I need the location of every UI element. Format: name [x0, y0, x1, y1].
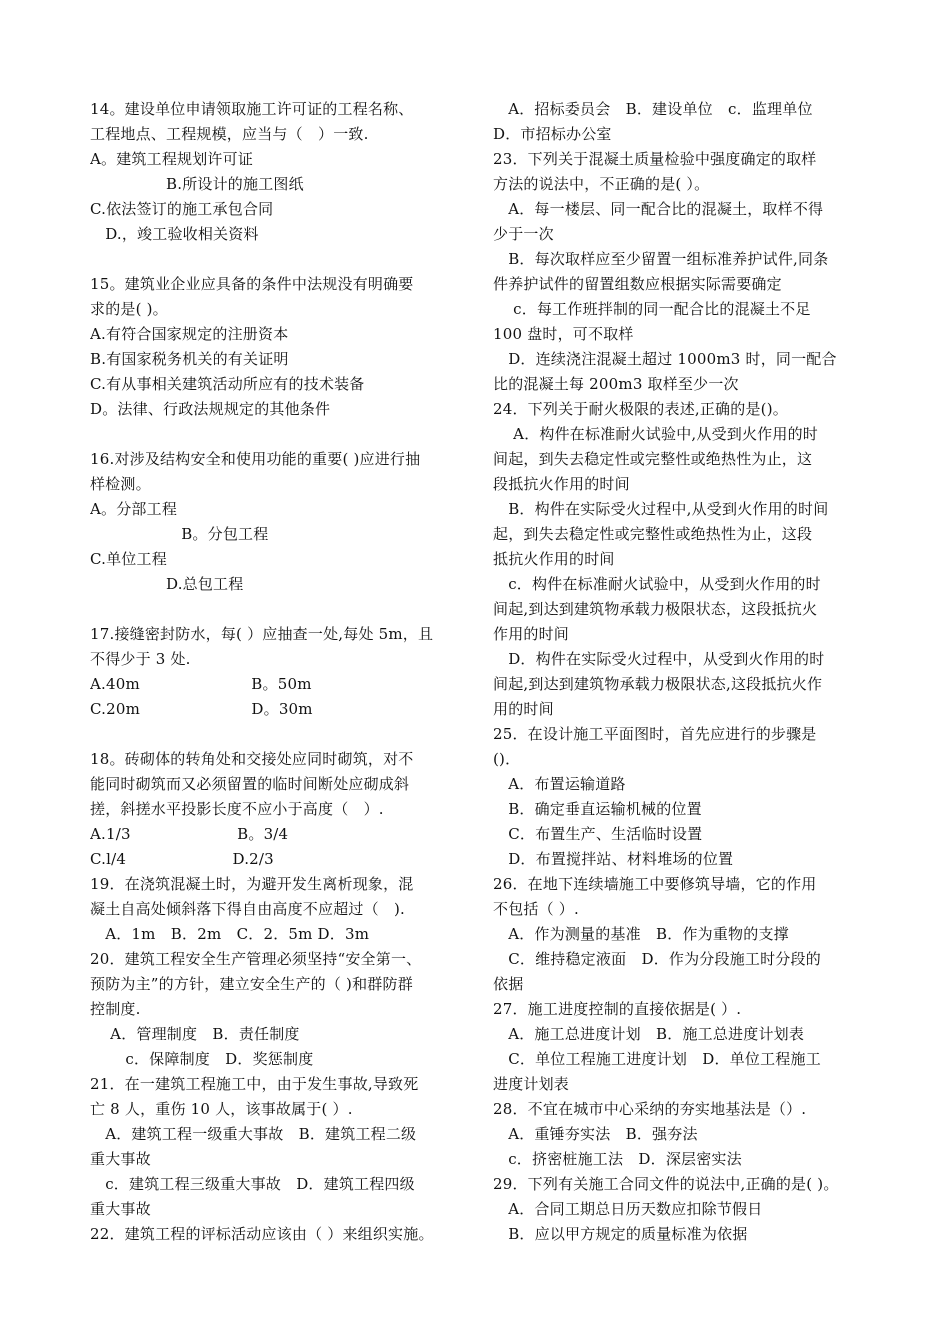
text-line: 26．在地下连续墙施工中要修筑导墙，它的作用: [493, 875, 817, 893]
text-line: 工程地点、工程规模，应当与（ ）一致.: [90, 125, 369, 143]
text-line: A．作为测量的基准 B．作为重物的支撑: [493, 925, 789, 943]
text-line: C.有从事相关建筑活动所应有的技术装备: [90, 375, 365, 393]
text-line: D．布置搅拌站、材料堆场的位置: [493, 850, 734, 868]
right-column: [493, 97, 865, 1247]
text-line: 用的时间: [493, 700, 554, 718]
text-line: 20．建筑工程安全生产管理必须坚持“安全第一、: [90, 950, 422, 968]
text-line: 不得少于 3 处.: [90, 650, 191, 668]
text-line: 14。建设单位申请领取施工许可证的工程名称、: [90, 100, 414, 118]
text-line: C．布置生产、生活临时设置: [493, 825, 703, 843]
text-line: 样检测。: [90, 475, 151, 493]
text-line: C．维持稳定液面 D．作为分段施工时分段的: [493, 950, 821, 968]
text-line: 方法的说法中，不正确的是( ）。: [493, 175, 710, 193]
text-line: 段抵抗火作用的时间: [493, 475, 630, 493]
blank-line: [90, 247, 468, 272]
text-line: 亡 8 人，重伤 10 人，该事故属于( ）.: [90, 1100, 353, 1118]
text-line: B．确定垂直运输机械的位置: [493, 800, 702, 818]
text-line: 17.接缝密封防水，每( ）应抽查一处,每处 5m，且: [90, 625, 434, 643]
text-line: 重大事故: [90, 1200, 151, 1218]
text-line: A．施工总进度计划 B．施工总进度计划表: [493, 1025, 805, 1043]
text-line: 18。砖砌体的转角处和交接处应同时砌筑，对不: [90, 750, 414, 768]
text-line: B．每次取样应至少留置一组标准养护试件,同条: [493, 250, 829, 268]
text-line: 不包括（ ）.: [493, 900, 579, 918]
text-line: D．连续浇注混凝土超过 1000m3 时，同一配合: [493, 350, 837, 368]
text-line: D．市招标办公室: [493, 125, 612, 143]
text-line: 100 盘时，可不取样: [493, 325, 634, 343]
text-line: D.，竣工验收相关资料: [90, 225, 259, 243]
text-line: c．保障制度 D．奖惩制度: [90, 1050, 314, 1068]
text-line: 少于一次: [493, 225, 554, 243]
text-line: 间起,到达到建筑物承载力极限状态，这段抵抗火: [493, 600, 818, 618]
text-line: A.40m B。50m: [90, 675, 312, 693]
text-line: 28．不宜在城市中心采纳的夯实地基法是（）.: [493, 1100, 807, 1118]
text-line: c．挤密桩施工法 D．深层密实法: [493, 1150, 742, 1168]
text-line: 间起，到失去稳定性或完整性或绝热性为止，这: [493, 450, 813, 468]
text-line: A。建筑工程规划许可证: [90, 150, 254, 168]
text-line: 27．施工进度控制的直接依据是( ）.: [493, 1000, 742, 1018]
text-line: 29．下列有关施工合同文件的说法中,正确的是( )。: [493, 1175, 839, 1193]
text-line: B.有国家税务机关的有关证明: [90, 350, 289, 368]
text-line: 控制度.: [90, 1000, 141, 1018]
text-line: 抵抗火作用的时间: [493, 550, 615, 568]
blank-line: [90, 722, 468, 747]
text-line: 16.对涉及结构安全和使用功能的重要( )应进行抽: [90, 450, 421, 468]
text-line: A．建筑工程一级重大事故 B．建筑工程二级: [90, 1125, 417, 1143]
text-line: 24．下列关于耐火极限的表述,正确的是()。: [493, 400, 788, 418]
blank-line: [90, 422, 468, 447]
text-line: A．构件在标准耐火试验中,从受到火作用的时: [493, 425, 818, 443]
left-column: [90, 97, 468, 1247]
text-line: 件养护试件的留置组数应根据实际需要确定: [493, 275, 782, 293]
text-line: 比的混凝土每 200m3 取样至少一次: [493, 375, 739, 393]
text-line: D．构件在实际受火过程中，从受到火作用的时: [493, 650, 825, 668]
text-line: D。法律、行政法规规定的其他条件: [90, 400, 331, 418]
text-line: 起，到失去稳定性或完整性或绝热性为止，这段: [493, 525, 813, 543]
text-line: 搓，斜搓水平投影长度不应小于高度（ ）.: [90, 800, 384, 818]
text-line: 依据: [493, 975, 524, 993]
text-line: 重大事故: [90, 1150, 151, 1168]
text-line: A．重锤夯实法 B．强夯法: [493, 1125, 698, 1143]
text-line: B．构件在实际受火过程中,从受到火作用的时间: [493, 500, 829, 518]
text-line: 23．下列关于混凝土质量检验中强度确定的取样: [493, 150, 817, 168]
text-line: 21．在一建筑工程施工中，由于发生事故,导致死: [90, 1075, 419, 1093]
text-line: A.1/3 B。3/4: [90, 825, 289, 843]
text-line: C.20m D。30m: [90, 700, 313, 718]
text-line: A。分部工程: [90, 500, 178, 518]
text-line: 凝土自高处倾斜落下得自由高度不应超过（ ).: [90, 900, 406, 918]
text-line: c．建筑工程三级重大事故 D．建筑工程四级: [90, 1175, 415, 1193]
blank-line: [90, 597, 468, 622]
text-line: 进度计划表: [493, 1075, 570, 1093]
text-line: 求的是( )。: [90, 300, 168, 318]
text-line: C.依法签订的施工承包合同: [90, 200, 274, 218]
text-line: C.单位工程: [90, 550, 167, 568]
text-line: 预防为主”的方针，建立安全生产的（ )和群防群: [90, 975, 413, 993]
text-line: 能同时砌筑而又必须留置的临时间断处应砌成斜: [90, 775, 410, 793]
text-line: A．每一楼层、同一配合比的混凝土，取样不得: [493, 200, 824, 218]
text-line: B。分包工程: [90, 525, 269, 543]
text-line: D.总包工程: [90, 575, 244, 593]
text-line: 作用的时间: [493, 625, 570, 643]
text-line: C.l/4 D.2/3: [90, 850, 274, 868]
text-line: 19．在浇筑混凝土时，为避开发生离析现象，混: [90, 875, 414, 893]
text-line: A．1m B．2m C．2．5m D．3m: [90, 925, 370, 943]
text-line: 间起,到达到建筑物承载力极限状态,这段抵抗火作: [493, 675, 823, 693]
text-line: A．合同工期总日历天数应扣除节假日: [493, 1200, 763, 1218]
text-line: 15。建筑业企业应具备的条件中法规没有明确要: [90, 275, 414, 293]
text-line: c．构件在标准耐火试验中，从受到火作用的时: [493, 575, 821, 593]
text-line: B．应以甲方规定的质量标准为依据: [493, 1225, 748, 1243]
text-line: 25．在设计施工平面图时，首先应进行的步骤是: [493, 725, 817, 743]
text-line: ()．: [493, 750, 521, 768]
text-line: C．单位工程施工进度计划 D．单位工程施工: [493, 1050, 821, 1068]
text-line: 22．建筑工程的评标活动应该由（ ）来组织实施。: [90, 1225, 434, 1243]
text-line: A．布置运输道路: [493, 775, 626, 793]
text-line: A.有符合国家规定的注册资本: [90, 325, 289, 343]
text-line: A．管理制度 B．责任制度: [90, 1025, 300, 1043]
text-line: B.所设计的施工图纸: [90, 175, 304, 193]
text-line: A．招标委员会 B．建设单位 c．监理单位: [493, 100, 813, 118]
text-line: c．每工作班拌制的同一配合比的混凝土不足: [493, 300, 811, 318]
